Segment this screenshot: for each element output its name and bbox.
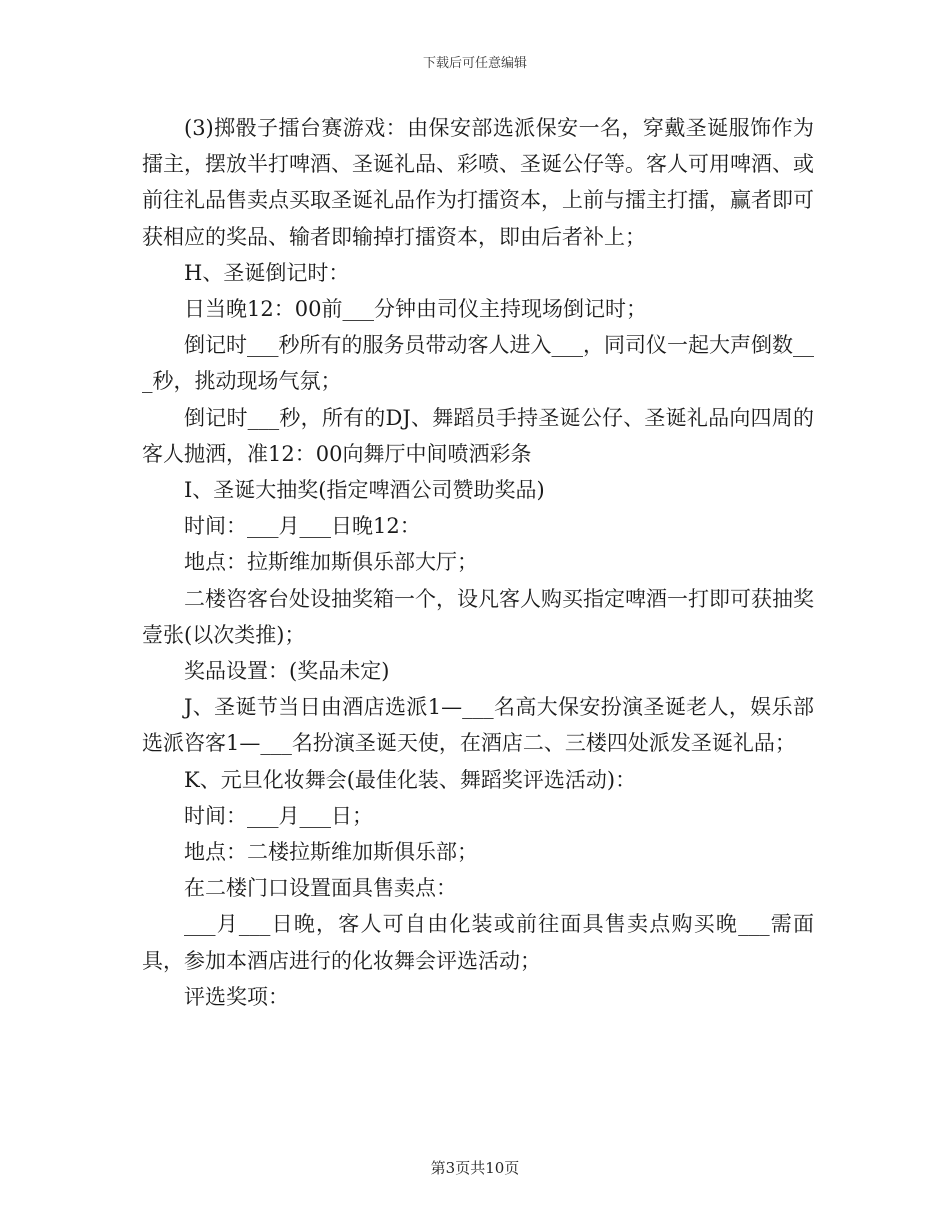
paragraph-lottery-time: 时间：___月___日晚12： [184, 514, 421, 539]
paragraph-lottery-box: 二楼咨客台处设抽奖箱一个，设凡客人购买指定啤酒一打即可获抽奖壹张(以次类推)； [142, 586, 814, 647]
paragraph-countdown-staff: 倒记时___秒所有的服务员带动客人进入___，同司仪一起大声倒数___秒，挑动现场气氛； [142, 333, 814, 394]
paragraph-masquerade-time: 时间：___月___日； [184, 803, 373, 828]
paragraph-dice-game: (3)掷骰子擂台赛游戏：由保安部选派保安一名，穿戴圣诞服饰作为擂主，摆放半打啤酒、圣诞礼品、彩喷、圣诞公仔等。客人可用啤酒、或前往礼品售卖点买取圣诞礼品作为打擂资本，上前与擂主打擂，赢者即可获相应的奖品、输者即输掉打擂资本，即由后者补上； [142, 116, 814, 249]
paragraph-countdown-dj: 倒记时___秒，所有的DJ、舞蹈员手持圣诞公仔、圣诞礼品向四周的客人抛洒，准12：00向舞厅中间喷洒彩条 [142, 405, 814, 466]
heading-new-year-masquerade: K、元旦化妆舞会(最佳化装、舞蹈奖评选活动)： [184, 767, 637, 792]
heading-christmas-lottery: I、圣诞大抽奖(指定啤酒公司赞助奖品) [184, 478, 545, 503]
page-header-note: 下载后可任意编辑 [422, 56, 527, 71]
document-body [142, 110, 814, 1015]
paragraph-award-items: 评选奖项： [184, 984, 289, 1009]
paragraph-countdown-host: 日当晚12：00前___分钟由司仪主持现场倒记时； [184, 297, 647, 322]
page-number: 第3页共10页 [430, 1159, 520, 1177]
heading-christmas-countdown: H、圣诞倒记时： [184, 260, 350, 285]
paragraph-masquerade-evening: ___月___日晚，客人可自由化装或前往面具售卖点购买晚___需面具，参加本酒店进行的化妆舞会评选活动； [142, 912, 814, 973]
paragraph-santa-gifts: J、圣诞节当日由酒店选派1—___名高大保安扮演圣诞老人，娱乐部选派咨客1—___名扮演圣诞天使，在酒店二、三楼四处派发圣诞礼品； [142, 695, 814, 756]
paragraph-prize-setup: 奖品设置：(奖品未定) [184, 659, 390, 684]
paragraph-masquerade-location: 地点：二楼拉斯维加斯俱乐部； [184, 840, 478, 865]
paragraph-mask-sales-point: 在二楼门口设置面具售卖点： [184, 876, 457, 901]
paragraph-lottery-location: 地点：拉斯维加斯俱乐部大厅； [184, 550, 478, 575]
